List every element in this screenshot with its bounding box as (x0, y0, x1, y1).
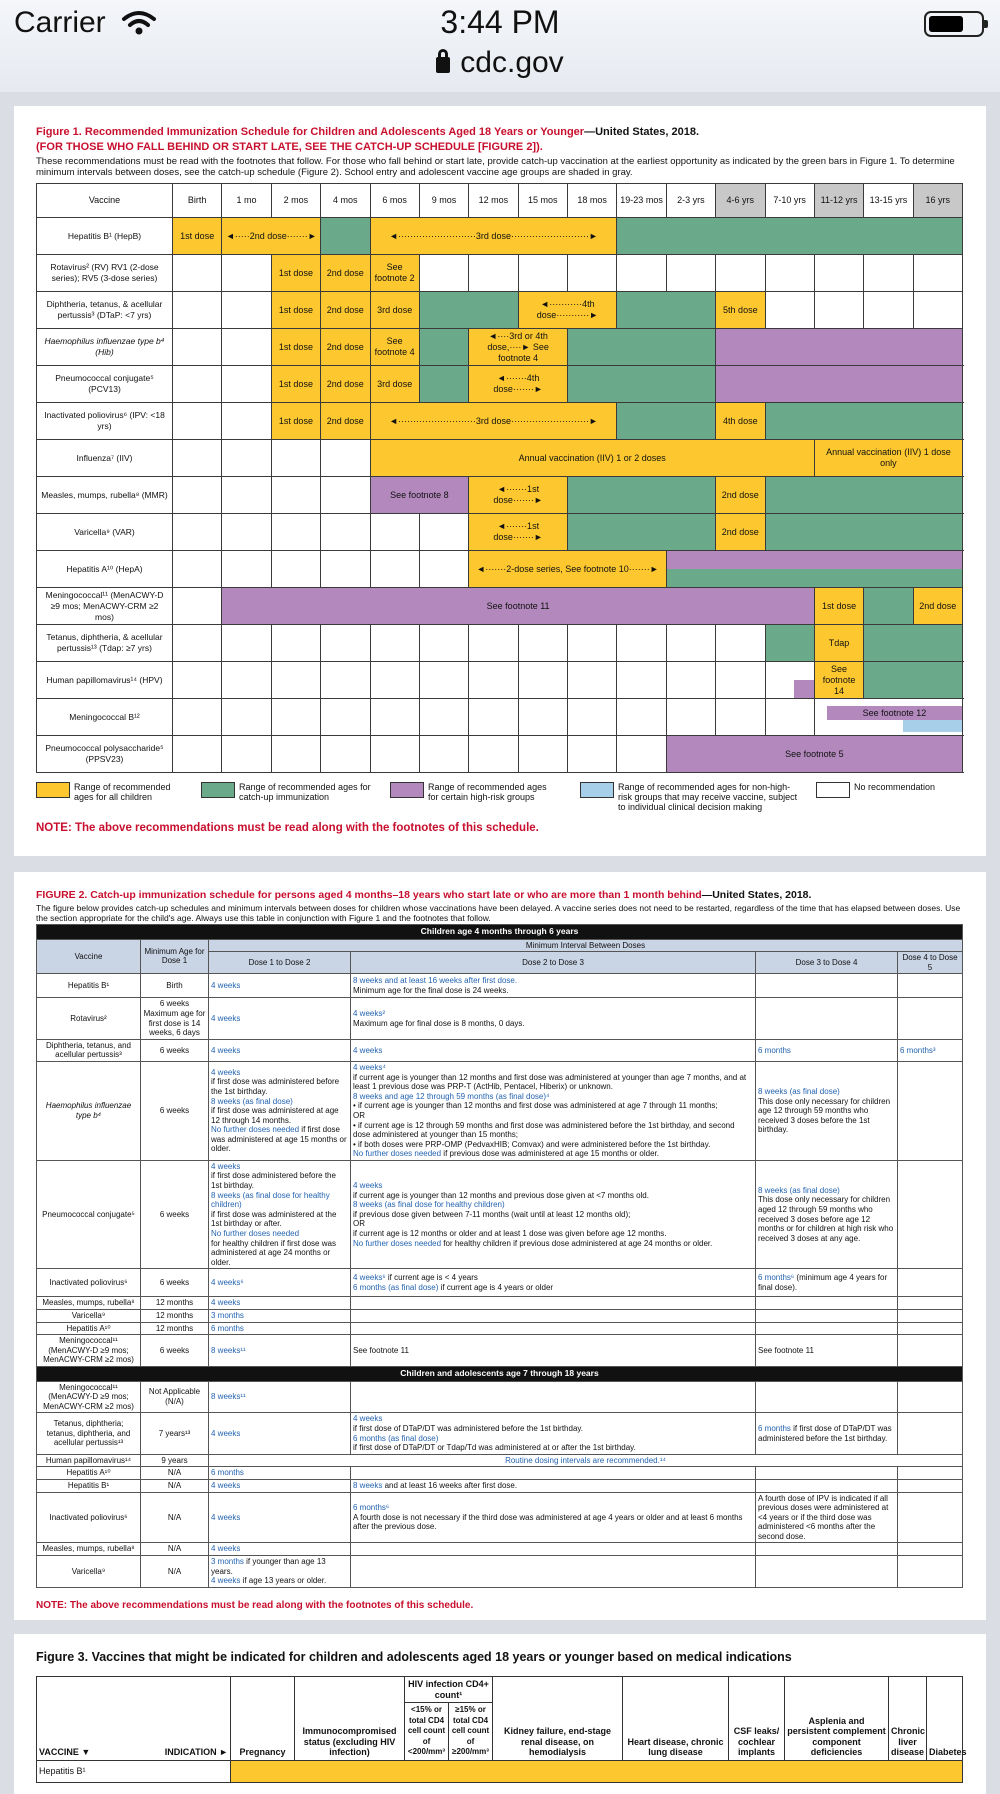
col-header: 13-15 yrs (864, 184, 913, 218)
col-header: <15% or total CD4 cell count of <200/mm³ (405, 1703, 449, 1761)
dose-cell: 1st dose (271, 366, 320, 403)
min-age: N/A (141, 1556, 209, 1588)
min-age: 12 months (141, 1297, 209, 1310)
interval-cell: 6 months (209, 1322, 351, 1335)
interval-cell: 6 months³ (898, 1039, 963, 1061)
legend-item: Range of recommended ages for catch-up immunization (201, 782, 376, 802)
interval-cell: See footnote 11 (756, 1335, 898, 1367)
vaccine-name: Rotavirus² (RV) RV1 (2-dose series); RV5 (3-dose series) (37, 255, 173, 292)
battery-icon (924, 11, 984, 37)
header-row (37, 939, 963, 952)
table-row (37, 1413, 963, 1454)
dose-cell: ◄····3rd or 4th dose,····► See footnote 4 (469, 329, 568, 366)
highrisk-cell (716, 329, 963, 366)
highrisk-cell: See footnote 8 (370, 477, 469, 514)
fig2-title: FIGURE 2. Catch-up immunization schedule for persons aged 4 months–18 years who start late or who are more than 1 month behind—United States, 2018. (36, 889, 812, 901)
legend-swatch (201, 782, 235, 798)
vaccine-name: Meningococcal¹¹ (MenACWY-D ≥9 mos; MenACWY-CRM ≥2 mos) (37, 1381, 141, 1413)
interval-cell: 8 weeks (as final dose) This dose only necessary for children age 12 through 59 months who received 3 doses before the 1st birthday. (756, 1061, 898, 1160)
dose-cell: 3rd dose (370, 292, 419, 329)
interval-cell: 4 weeks (209, 1492, 351, 1543)
catchup-cell (617, 292, 716, 329)
figure-3-panel (14, 1634, 986, 1794)
table-row (37, 1322, 963, 1335)
table-row (37, 588, 963, 625)
table-row (37, 1492, 963, 1543)
vaccine-name: Measles, mumps, rubella⁸ (37, 1543, 141, 1556)
col-header: Vaccine (37, 184, 173, 218)
split-cell (666, 551, 962, 588)
indications-table (36, 1676, 967, 1783)
table-row (37, 1297, 963, 1310)
fig2-description: The figure below provides catch-up schedules and minimum intervals between doses for children whose vaccinations have been delayed. A vaccine series does not need to be restarted, regardless of the time that has elapsed between doses. Use the section appropriate for the child's age. Always use this table in conjunction with Figure 1 and the footnotes that follow. (36, 903, 961, 923)
interval-cell: 4 weeks (209, 1413, 351, 1454)
interval-cell: 8 weeks (as final dose) This dose only necessary for children aged 12 through 59 months who received 3 doses before age 12 months or for children at high risk who received 3 doses at any age. (756, 1160, 898, 1269)
carrier-label: Carrier (14, 6, 106, 39)
vaccine-name: Influenza⁷ (IIV) (37, 440, 173, 477)
table-row (37, 1454, 963, 1467)
table-row (37, 625, 963, 662)
dose-cell: See footnote 14 (814, 662, 863, 699)
header-interval: Minimum Interval Between Doses (209, 939, 963, 952)
min-age: N/A (141, 1479, 209, 1492)
interval-cell: 4 weeks if first dose of DTaP/DT was administered before the 1st birthday. 6 months (as final dose) if first dose of DTaP/DT or Tdap/Td was administered at or after the 1st birthday. (351, 1413, 756, 1454)
table-row (37, 366, 963, 403)
highrisk-cell: See footnote 11 (222, 588, 815, 625)
table-row (37, 440, 963, 477)
catchup-cell (765, 514, 963, 551)
vaccine-name: Hepatitis B¹ (37, 1760, 231, 1782)
dose-cell: 5th dose (716, 292, 765, 329)
split-cell (814, 699, 962, 736)
table-row (37, 255, 963, 292)
header-dose: Dose 2 to Dose 3 (351, 952, 756, 974)
table-row (37, 1310, 963, 1323)
table-row (37, 1039, 963, 1061)
catchup-cell (765, 403, 963, 440)
dose-cell: 2nd dose (321, 292, 370, 329)
table-row (37, 998, 963, 1039)
table-row (37, 329, 963, 366)
legend-swatch (390, 782, 424, 798)
header-dose: Dose 4 to Dose 5 (898, 952, 963, 974)
col-header: 6 mos (370, 184, 419, 218)
interval-cell: 8 weeks and at least 16 weeks after first dose. Minimum age for the final dose is 24 weeks. (351, 974, 756, 998)
vaccine-name: Hepatitis B¹ (37, 1479, 141, 1492)
dose-cell: See footnote 4 (370, 329, 419, 366)
header-min-age: Minimum Age for Dose 1 (141, 939, 209, 974)
banner-row: Children and adolescents age 7 through 18 years (37, 1366, 963, 1381)
vaccine-name: Inactivated poliovirus⁶ (IPV: <18 yrs) (37, 403, 173, 440)
col-header: 15 mos (518, 184, 567, 218)
col-header: ≥15% or total CD4 cell count of ≥200/mm³ (449, 1703, 493, 1761)
table-row (37, 403, 963, 440)
schedule-table (36, 183, 963, 773)
header-dose: Dose 1 to Dose 2 (209, 952, 351, 974)
vaccine-name: Rotavirus² (37, 998, 141, 1039)
vaccine-name: Hepatitis B¹ (HepB) (37, 218, 173, 255)
fig3-title: Figure 3. Vaccines that might be indicated for children and adolescents aged 18 years or younger based on medical indications (36, 1650, 792, 1664)
interval-cell: 4 weeks⁶ (209, 1269, 351, 1297)
dose-cell: 4th dose (716, 403, 765, 440)
vaccine-name: Haemophilus influenzae type b⁴ (Hib) (37, 329, 173, 366)
vaccine-name: Tetanus, diphtheria, & acellular pertussis¹³ (Tdap: ≥7 yrs) (37, 625, 173, 662)
status-bar (0, 0, 1000, 92)
catchup-cell (568, 329, 716, 366)
vaccine-indication-header: VACCINE ▼ INDICATION ► (37, 1677, 231, 1761)
header-row (37, 1677, 963, 1703)
address-bar[interactable] (0, 46, 1000, 80)
interval-cell: 8 weeks and at least 16 weeks after first dose. (351, 1479, 756, 1492)
legend-item: Range of recommended ages for non-high-risk groups that may receive vaccine, subject to individual clinical decision making (580, 782, 800, 812)
table-row (37, 974, 963, 998)
interval-cell: 4 weeks⁶ if current age is < 4 years 6 months (as final dose) if current age is 4 years or older (351, 1269, 756, 1297)
table-row (37, 1335, 963, 1367)
interval-cell: 6 months⁶ A fourth dose is not necessary if the third dose was administered at age 4 years or older and at least 6 months after the previous dose. (351, 1492, 756, 1543)
min-age: 9 years (141, 1454, 209, 1467)
col-header: 18 mos (568, 184, 617, 218)
interval-cell: 3 months (209, 1310, 351, 1323)
catchup-table (36, 924, 963, 1588)
col-header: Pregnancy (231, 1677, 295, 1761)
catchup-cell (765, 625, 814, 662)
col-header: 4 mos (321, 184, 370, 218)
highrisk-cell (716, 366, 963, 403)
min-age: 12 months (141, 1322, 209, 1335)
vaccine-name: Haemophilus influenzae type b⁴ (37, 1061, 141, 1160)
interval-cell: 6 months (756, 1039, 898, 1061)
highrisk-cell: See footnote 5 (666, 736, 962, 773)
dose-cell: ◄·······1st dose·······► (469, 477, 568, 514)
table-row (37, 218, 963, 255)
banner-row: Children age 4 months through 6 years (37, 925, 963, 940)
table-row (37, 1061, 963, 1160)
table-row (37, 1543, 963, 1556)
interval-cell: 4 weeks if current age is younger than 12 months and previous dose given at <7 months old. 8 weeks (as final dose for healthy children) if previous dose given between 7-11 months (wait until at least 12 months old); OR if current age is 12 months or older and at least 1 dose was given before age 12 months. No further doses needed for healthy children if previous dose administered at age 24 months or older. (351, 1160, 756, 1269)
min-age: 6 weeks (141, 1269, 209, 1297)
fig1-note: NOTE: The above recommendations must be read along with the footnotes of this schedule. (36, 822, 539, 834)
catchup-cell (321, 218, 370, 255)
interval-cell: 4 weeks (351, 1039, 756, 1061)
col-header: CSF leaks/ cochlear implants (729, 1677, 785, 1761)
vaccine-name: Measles, mumps, rubella⁸ (37, 1297, 141, 1310)
legend-swatch (36, 782, 70, 798)
table-row (37, 1479, 963, 1492)
catchup-cell (864, 662, 963, 699)
vaccine-name: Meningococcal B¹² (37, 699, 173, 736)
catchup-cell (864, 588, 913, 625)
dose-cell: 1st dose (271, 292, 320, 329)
col-header: 11-12 yrs (814, 184, 863, 218)
interval-cell: 4 weeks (209, 998, 351, 1039)
interval-cell: 4 weeks (209, 1039, 351, 1061)
figure-2-panel (14, 872, 986, 1620)
interval-cell: A fourth dose of IPV is indicated if all previous doses were administered at <4 years or if the third dose was administered <6 months after the second dose. (756, 1492, 898, 1543)
vaccine-name: Inactivated poliovirus⁶ (37, 1269, 141, 1297)
dose-cell: 1st dose (173, 218, 222, 255)
col-header: Diabetes (927, 1677, 963, 1761)
interval-cell: 6 months⁶ (minimum age 4 years for final dose). (756, 1269, 898, 1297)
catchup-cell (765, 477, 963, 514)
catchup-cell (617, 403, 716, 440)
col-header: 12 mos (469, 184, 518, 218)
legend-item: No recommendation (816, 782, 966, 798)
interval-cell: See footnote 11 (351, 1335, 756, 1367)
dose-cell: ◄·······4th dose·······► (469, 366, 568, 403)
interval-cell: 4 weeks (209, 1297, 351, 1310)
highrisk-bar: See footnote 12 (827, 706, 962, 720)
vaccine-name: Varicella⁹ (VAR) (37, 514, 173, 551)
min-age: N/A (141, 1467, 209, 1480)
dose-cell: 2nd dose (321, 329, 370, 366)
col-header: Kidney failure, end-stage renal disease, on hemodialysis (493, 1677, 623, 1761)
dose-cell: ◄··························3rd dose··························► (370, 218, 617, 255)
dose-cell: 1st dose (271, 255, 320, 292)
col-header: 1 mo (222, 184, 271, 218)
interval-cell: 6 months if first dose of DTaP/DT was administered before the 1st birthday. (756, 1413, 898, 1454)
min-age: N/A (141, 1492, 209, 1543)
vaccine-name: Pneumococcal conjugate⁵ (PCV13) (37, 366, 173, 403)
dose-cell: ◄··························3rd dose··························► (370, 403, 617, 440)
table-row (37, 1467, 963, 1480)
catchup-cell (568, 366, 716, 403)
min-age: Birth (141, 974, 209, 998)
dose-cell: See footnote 2 (370, 255, 419, 292)
interval-cell: 3 months if younger than age 13 years. 4 weeks if age 13 years or older. (209, 1556, 351, 1588)
min-age: 6 weeks (141, 1061, 209, 1160)
dose-cell: 2nd dose (716, 514, 765, 551)
dose-cell: ◄·····2nd dose·······► (222, 218, 321, 255)
min-age: 6 weeks Maximum age for first dose is 14 weeks, 6 days (141, 998, 209, 1039)
col-header: Asplenia and persistent complement component deficiencies (785, 1677, 889, 1761)
vaccine-name: Hepatitis A¹⁰ (37, 1467, 141, 1480)
catchup-cell (568, 477, 716, 514)
schedule-header-row (37, 184, 963, 218)
dose-cell: 3rd dose (370, 366, 419, 403)
interval-cell: 8 weeks¹¹ (209, 1381, 351, 1413)
col-header: Immunocompromised status (excluding HIV infection) (295, 1677, 405, 1761)
interval-cell: 8 weeks¹¹ (209, 1335, 351, 1367)
interval-cell: 4 weeks if first dose was administered before the 1st birthday. 8 weeks (as final dose) if first dose was administered at age 12 through 14 months. No further doses needed if first dose was administered at age 15 months or older. (209, 1061, 351, 1160)
table-row (37, 292, 963, 329)
vaccine-name: Pneumococcal conjugate⁵ (37, 1160, 141, 1269)
vaccine-name: Inactivated poliovirus⁶ (37, 1492, 141, 1543)
dose-cell: ◄·······1st dose·······► (469, 514, 568, 551)
min-age: Not Applicable (N/A) (141, 1381, 209, 1413)
dose-cell: Annual vaccination (IIV) 1 or 2 doses (370, 440, 814, 477)
legend-swatch (816, 782, 850, 798)
col-header: HIV infection CD4+ count¹ (405, 1677, 493, 1703)
interval-cell: 4 weeks (209, 1543, 351, 1556)
figure-1-panel (14, 106, 986, 856)
interval-cell: 4 weeks² Maximum age for final dose is 8 months, 0 days. (351, 998, 756, 1039)
catchup-cell (617, 218, 963, 255)
col-header: 7-10 yrs (765, 184, 814, 218)
vaccine-name: Meningococcal¹¹ (MenACWY-D ≥9 mos; MenACWY-CRM ≥2 mos) (37, 588, 173, 625)
table-row (37, 1556, 963, 1588)
dose-cell: 2nd dose (716, 477, 765, 514)
vaccine-name: Meningococcal¹¹ (MenACWY-D ≥9 mos; MenACWY-CRM ≥2 mos) (37, 1335, 141, 1367)
vaccine-name: Varicella⁹ (37, 1310, 141, 1323)
col-header: 9 mos (419, 184, 468, 218)
min-age: 7 years¹³ (141, 1413, 209, 1454)
vaccine-name: Human papillomavirus¹⁴ (37, 1454, 141, 1467)
header-vaccine: Vaccine (37, 939, 141, 974)
table-row (37, 1760, 963, 1782)
vaccine-name: Pneumococcal polysaccharide⁵ (PPSV23) (37, 736, 173, 773)
vaccine-name: Human papillomavirus¹⁴ (HPV) (37, 662, 173, 699)
min-age: 6 weeks (141, 1039, 209, 1061)
fig2-note: NOTE: The above recommendations must be read along with the footnotes of this schedule. (36, 1600, 474, 1611)
col-header: 2 mos (271, 184, 320, 218)
vaccine-name: Hepatitis A¹⁰ (HepA) (37, 551, 173, 588)
fig1-subtitle: (FOR THOSE WHO FALL BEHIND OR START LATE, SEE THE CATCH-UP SCHEDULE [FIGURE 2]). (36, 141, 543, 153)
catchup-cell (419, 329, 468, 366)
dose-cell: ◄·······2-dose series, See footnote 10·······► (469, 551, 667, 588)
vaccine-name: Hepatitis A¹⁰ (37, 1322, 141, 1335)
interval-cell: 4 weeks if first dose administered before the 1st birthday. 8 weeks (as final dose for healthy children) if first dose was administered at the 1st birthday or after. No further doses needed for healthy children if first dose was administered at age 24 months or older. (209, 1160, 351, 1269)
col-header: Heart disease, chronic lung disease (623, 1677, 729, 1761)
catchup-cell (419, 292, 518, 329)
dose-cell: 2nd dose (321, 366, 370, 403)
col-header: 2-3 yrs (666, 184, 715, 218)
table-row (37, 514, 963, 551)
dose-cell: 2nd dose (321, 255, 370, 292)
vaccine-name: Varicella⁹ (37, 1556, 141, 1588)
vaccine-name: Diphtheria, tetanus, and acellular pertussis³ (37, 1039, 141, 1061)
vaccine-name: Diphtheria, tetanus, & acellular pertussis³ (DTaP: <7 yrs) (37, 292, 173, 329)
col-header: Birth (173, 184, 222, 218)
dose-cell: 2nd dose (913, 588, 962, 625)
catchup-cell (864, 625, 963, 662)
table-row (37, 736, 963, 773)
interval-cell: 4 weeks⁴ if current age is younger than 12 months and first dose was administered at younger than age 7 months, and at least 1 previous dose was PRP-T (ActHib, Pentacel, Hiberix) or unknown. 8 weeks and age 12 through 59 months (as final dose)⁴ • if current age is younger than 12 months and first dose was administered at age 7 through 11 months; OR • if current age is 12 through 59 months and first dose was administered before the 1st birthday, and second dose administered at younger than 15 months; • if both doses were PRP-OMP (PedvaxHIB; Comvax) and were administered before the 1st birthday. No further doses needed if previous dose was administered at age 15 months or older. (351, 1061, 756, 1160)
dose-cell: 1st dose (814, 588, 863, 625)
dose-cell: Tdap (814, 625, 863, 662)
url-text: cdc.gov (460, 46, 564, 79)
dose-cell: Annual vaccination (IIV) 1 dose only (814, 440, 962, 477)
dose-cell: ◄···········4th dose···········► (518, 292, 617, 329)
fig1-title: Figure 1. Recommended Immunization Schedule for Children and Adolescents Aged 18 Years or Younger—United States, 2018. (36, 126, 700, 138)
table-row (37, 699, 963, 736)
vaccine-name: Hepatitis B¹ (37, 974, 141, 998)
vaccine-name: Measles, mumps, rubella⁸ (MMR) (37, 477, 173, 514)
interval-cell: 4 weeks (209, 1479, 351, 1492)
table-row (37, 551, 963, 588)
interval-cell: 6 months (209, 1467, 351, 1480)
dose-cell: 1st dose (271, 329, 320, 366)
table-row (37, 1269, 963, 1297)
col-header: 4-6 yrs (716, 184, 765, 218)
split-cell (765, 662, 814, 699)
col-header: 19-23 mos (617, 184, 666, 218)
catchup-cell (419, 366, 468, 403)
legend-item: Range of recommended ages for certain high-risk groups (390, 782, 555, 802)
table-row (37, 662, 963, 699)
catchup-cell (568, 514, 716, 551)
legend (36, 782, 966, 816)
table-row (37, 1160, 963, 1269)
fig1-description: These recommendations must be read with the footnotes that follow. For those who fall behind or start late, provide catch-up vaccination at the earliest opportunity as indicated by the green bars in Figure 1. To determine minimum intervals between doses, see the catch-up schedule (Figure 2). School entry and adolescent vaccine age groups are shaded in gray. (36, 156, 955, 178)
recommendation-cell (231, 1760, 963, 1782)
vaccine-name: Tetanus, diphtheria; tetanus, diphtheria, and acellular pertussis¹³ (37, 1413, 141, 1454)
clock: 3:44 PM (440, 4, 560, 40)
dose-cell: 2nd dose (321, 403, 370, 440)
header-dose: Dose 3 to Dose 4 (756, 952, 898, 974)
lock-icon (436, 57, 450, 73)
legend-swatch (580, 782, 614, 798)
interval-cell: Routine dosing intervals are recommended.¹⁴ (209, 1454, 963, 1467)
legend-item: Range of recommended ages for all children (36, 782, 186, 802)
min-age: 6 weeks (141, 1160, 209, 1269)
table-row (37, 477, 963, 514)
min-age: 12 months (141, 1310, 209, 1323)
interval-cell: 4 weeks (209, 974, 351, 998)
table-row (37, 1381, 963, 1413)
col-header: 16 yrs (913, 184, 962, 218)
min-age: N/A (141, 1543, 209, 1556)
col-header: Chronic liver disease (889, 1677, 927, 1761)
min-age: 6 weeks (141, 1335, 209, 1367)
dose-cell: 1st dose (271, 403, 320, 440)
